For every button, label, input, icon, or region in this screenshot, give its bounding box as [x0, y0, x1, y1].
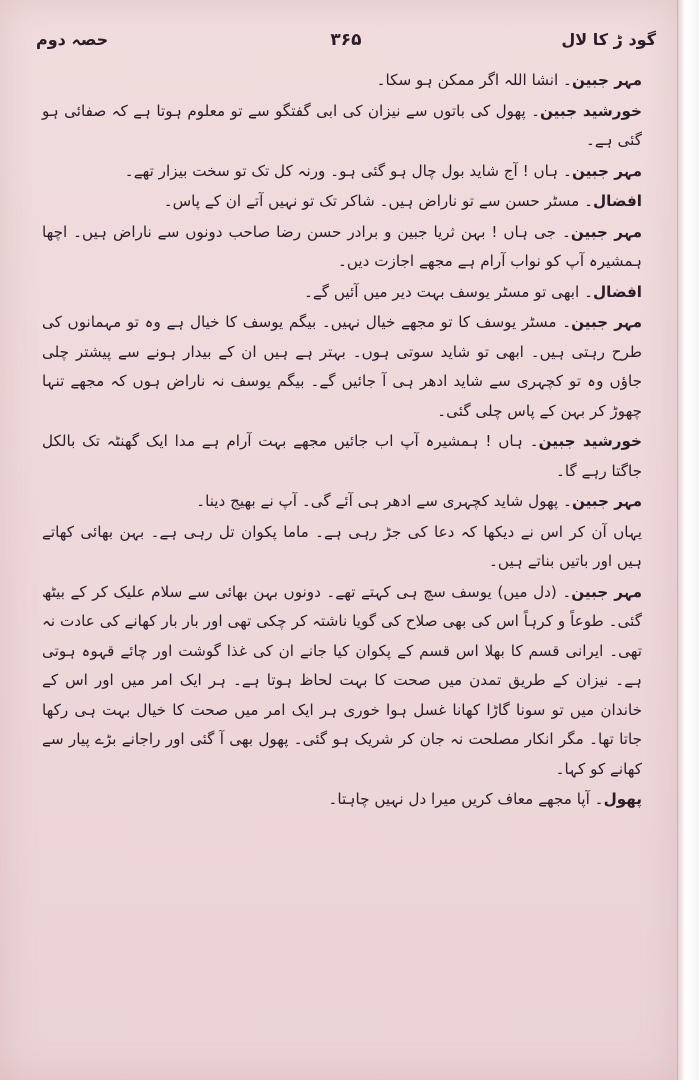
speaker-name: خورشید جبین	[538, 432, 642, 450]
speaker-name: افضال	[593, 192, 642, 210]
paragraph-text: ۔ مسٹر یوسف کا تو مجھے خیال نہیں۔ بیگم یوسف کا خیال ہے وہ تو مہمانوں کی طرح رہتی ہیں۔ ابھی تو شاید سوتی ہوں۔ بہتر ہے ہیں ان کے بیدار ہونے سے پیشتر چلی جاؤں وہ تو کچہری سے شاید ادھر ہی آ جائیں گے۔ بیگم یوسف نہ ناراض ہوں کہ مجھے تنہا چھوڑ کر بہن کے پاس چلی گئی۔	[42, 313, 642, 420]
paragraph-text: ۔ پھول شاید کچہری سے ادھر ہی آئے گی۔ آپ نے بھیج دینا۔	[196, 492, 572, 510]
section-label: حصہ دوم	[36, 30, 109, 49]
paragraph-text: ۔ انشا اللہ اگر ممکن ہو سکا۔	[376, 71, 572, 89]
speaker-name: مہر جبین	[571, 161, 642, 180]
dialogue-paragraph	[42, 97, 642, 156]
dialogue-paragraph	[42, 187, 642, 217]
dialogue-paragraph	[42, 785, 642, 815]
page-number: ۳۶۵	[330, 30, 362, 50]
running-title: گود ڑ کا لال	[561, 30, 656, 49]
dialogue-paragraph	[42, 487, 642, 517]
speaker-name: خورشید جبین	[540, 101, 643, 120]
speaker-name: مہر جبین	[571, 313, 642, 331]
speaker-name: مہر جبین	[571, 71, 642, 89]
paragraph-text: ۔ آپا مجھے معاف کریں میرا دل نہیں چاہتا۔	[328, 790, 604, 808]
paragraph-text: ۔ ہاں ! آج شاید بول چال ہو گئی ہو۔ ورنہ کل تک تو سخت بیزار تھے۔	[124, 161, 572, 180]
paragraph-text: یہاں آن کر اس نے دیکھا کہ دعا کی جڑ رہی ہے۔ ماما پکوان تل رہی ہے۔ بہن بھائی کھاتے ہیں اور باتیں بناتے ہیں۔	[42, 522, 642, 570]
paragraph-text: ۔ ہاں ! ہمشیرہ آپ اب جائیں مجھے بہت آرام ہے مدا ایک گھنٹہ تک بالکل جاگتا رہے گا۔	[42, 432, 642, 480]
dialogue-paragraph	[42, 578, 642, 785]
dialogue-paragraph	[42, 66, 642, 96]
page-body	[42, 66, 642, 816]
speaker-name: مہر جبین	[571, 492, 642, 510]
paragraph-text: ۔ (دل میں) یوسف سچ ہی کہتے تھے۔ دونوں بہن بھائی سے سلام علیک کر کے بیٹھ گئی۔ طوعاً و کرہاً اس کی بھی صلاح کی گویا ناشتہ کر چکی تھی اور بار بار کھانے کی عادت نہ تھی۔ ایرانی قسم کا بھلا اس قسم کے پکوان کیا جانے ان کی غذا گوشت اور چائے قہوہ ہوتی ہے۔ نیزان کے طریق تمدن میں صحت کا بہت لحاظ ہوتا ہے۔ ہر ایک امر میں اور اس کے خاندان میں تو سونا گاڑا کھانا غسل ہوا خوری ہر ایک امر میں صحت کا خیال بہت ہی رکھا جاتا تھا۔ مگر انکار مصلحت نہ جان کر شریک ہو گئی۔ پھول بھی آ گئی اور راجانے بڑے پیار سے کھانے کو کہا۔	[42, 582, 642, 778]
dialogue-paragraph	[42, 218, 642, 277]
dialogue-paragraph	[42, 157, 642, 187]
speaker-name: مہر جبین	[571, 582, 642, 601]
speaker-name: افضال	[593, 282, 642, 301]
paragraph-text: ۔ مسٹر حسن سے تو ناراض ہیں۔ شاکر تک تو نہیں آتے ان کے پاس۔	[163, 192, 593, 210]
page-header	[36, 30, 656, 60]
speaker-name: پھول	[603, 790, 642, 808]
speaker-name: مہر جبین	[570, 222, 642, 241]
page-edge	[677, 0, 699, 1080]
paragraph-text: ۔ ابھی تو مسٹر یوسف بہت دیر میں آئیں گے۔	[303, 282, 593, 301]
paragraph-text: ۔ پھول کی باتوں سے نیزان کی ابی گفتگو سے تو معلوم ہوتا ہے کہ صفائی ہو گئی ہے۔	[42, 101, 642, 149]
dialogue-paragraph	[42, 427, 642, 486]
paragraph-text: ۔ جی ہاں ! بہن ثریا جبین و برادر حسن رضا صاحب دونوں سے ناراض ہیں۔ اچھا ہمشیرہ آپ کو نواب آرام ہے مجھے اجازت دیں۔	[42, 222, 642, 270]
dialogue-paragraph	[42, 278, 642, 308]
dialogue-paragraph	[42, 308, 642, 426]
narration-paragraph	[42, 518, 642, 577]
